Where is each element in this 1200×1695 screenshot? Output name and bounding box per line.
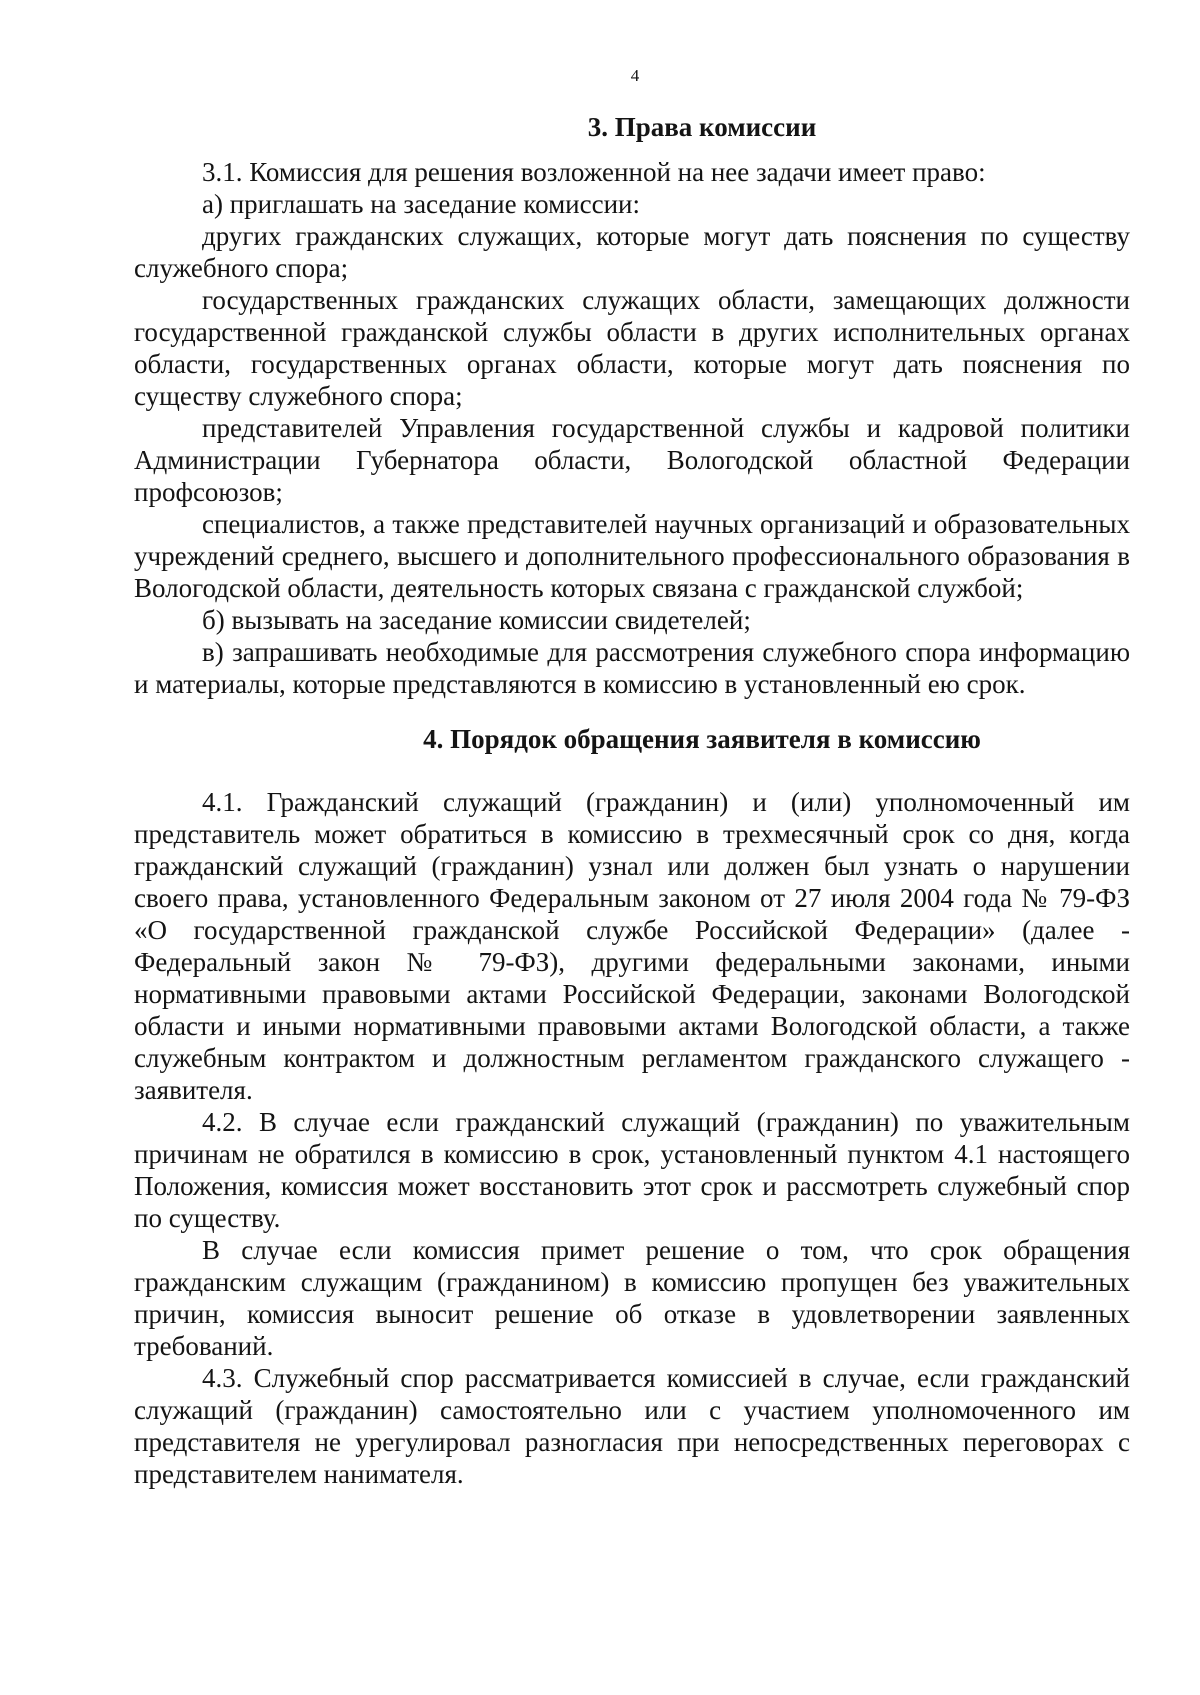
- paragraph: других гражданских служащих, которые могут дать пояснения по существу служебного спора;: [134, 221, 1130, 283]
- paragraph: государственных гражданских служащих области, замещающих должности государственной гражданской службы области в других исполнительных органах области, государственных органах области, которые могут дать пояснения по существу служебного спора;: [134, 285, 1130, 411]
- paragraph: В случае если комиссия примет решение о том, что срок обращения гражданским служащим (гражданином) в комиссию пропущен без уважительных причин, комиссия выносит решение об отказе в удовлетворении заявленных требований.: [134, 1235, 1130, 1361]
- paragraph: представителей Управления государственной службы и кадровой политики Администрации Губернатора области, Вологодской областной Федерации профсоюзов;: [134, 413, 1130, 507]
- document-body: [134, 110, 1130, 1490]
- section-commission-rights: [134, 110, 1130, 700]
- page-number: 4: [630, 66, 640, 85]
- section-heading: 4. Порядок обращения заявителя в комиссию: [423, 724, 981, 754]
- section-appeal-procedure: [134, 722, 1130, 1490]
- section-heading: 3. Права комиссии: [587, 112, 817, 142]
- paragraph: 4.2. В случае если гражданский служащий (гражданин) по уважительным причинам не обратился в комиссию в срок, установленный пунктом 4.1 настоящего Положения, комиссия может восстановить этот срок и рассмотреть служебный спор по существу.: [134, 1107, 1130, 1233]
- paragraph: 4.1. Гражданский служащий (гражданин) и (или) уполномоченный им представитель может обратиться в комиссию в трехмесячный срок со дня, когда гражданский служащий (гражданин) узнал или должен был узнать о нарушении своего права, установленного Федеральным законом от 27 июля 2004 года № 79-ФЗ «О государственной гражданской службе Российской Федерации» (далее - Федеральный закон № 79-ФЗ), другими федеральными законами, иными нормативными правовыми актами Российской Федерации, законами Вологодской области и иными нормативными правовыми актами Вологодской области, а также служебным контрактом и должностным регламентом гражданского служащего - заявителя.: [134, 787, 1130, 1105]
- paragraph: 3.1. Комиссия для решения возложенной на нее задачи имеет право:: [202, 157, 986, 187]
- paragraph: б) вызывать на заседание комиссии свидетелей;: [202, 605, 751, 635]
- paragraph: в) запрашивать необходимые для рассмотрения служебного спора информацию и материалы, которые представляются в комиссию в установленный ею срок.: [134, 637, 1130, 699]
- paragraph: а) приглашать на заседание комиссии:: [202, 189, 640, 219]
- paragraph: 4.3. Служебный спор рассматривается комиссией в случае, если гражданский служащий (гражданин) самостоятельно или с участием уполномоченного им представителя не урегулировал разногласия при непосредственных переговорах с представителем нанимателя.: [134, 1363, 1130, 1489]
- paragraph: специалистов, а также представителей научных организаций и образовательных учреждений среднего, высшего и дополнительного профессионального образования в Вологодской области, деятельность которых связана с гражданской службой;: [134, 509, 1130, 603]
